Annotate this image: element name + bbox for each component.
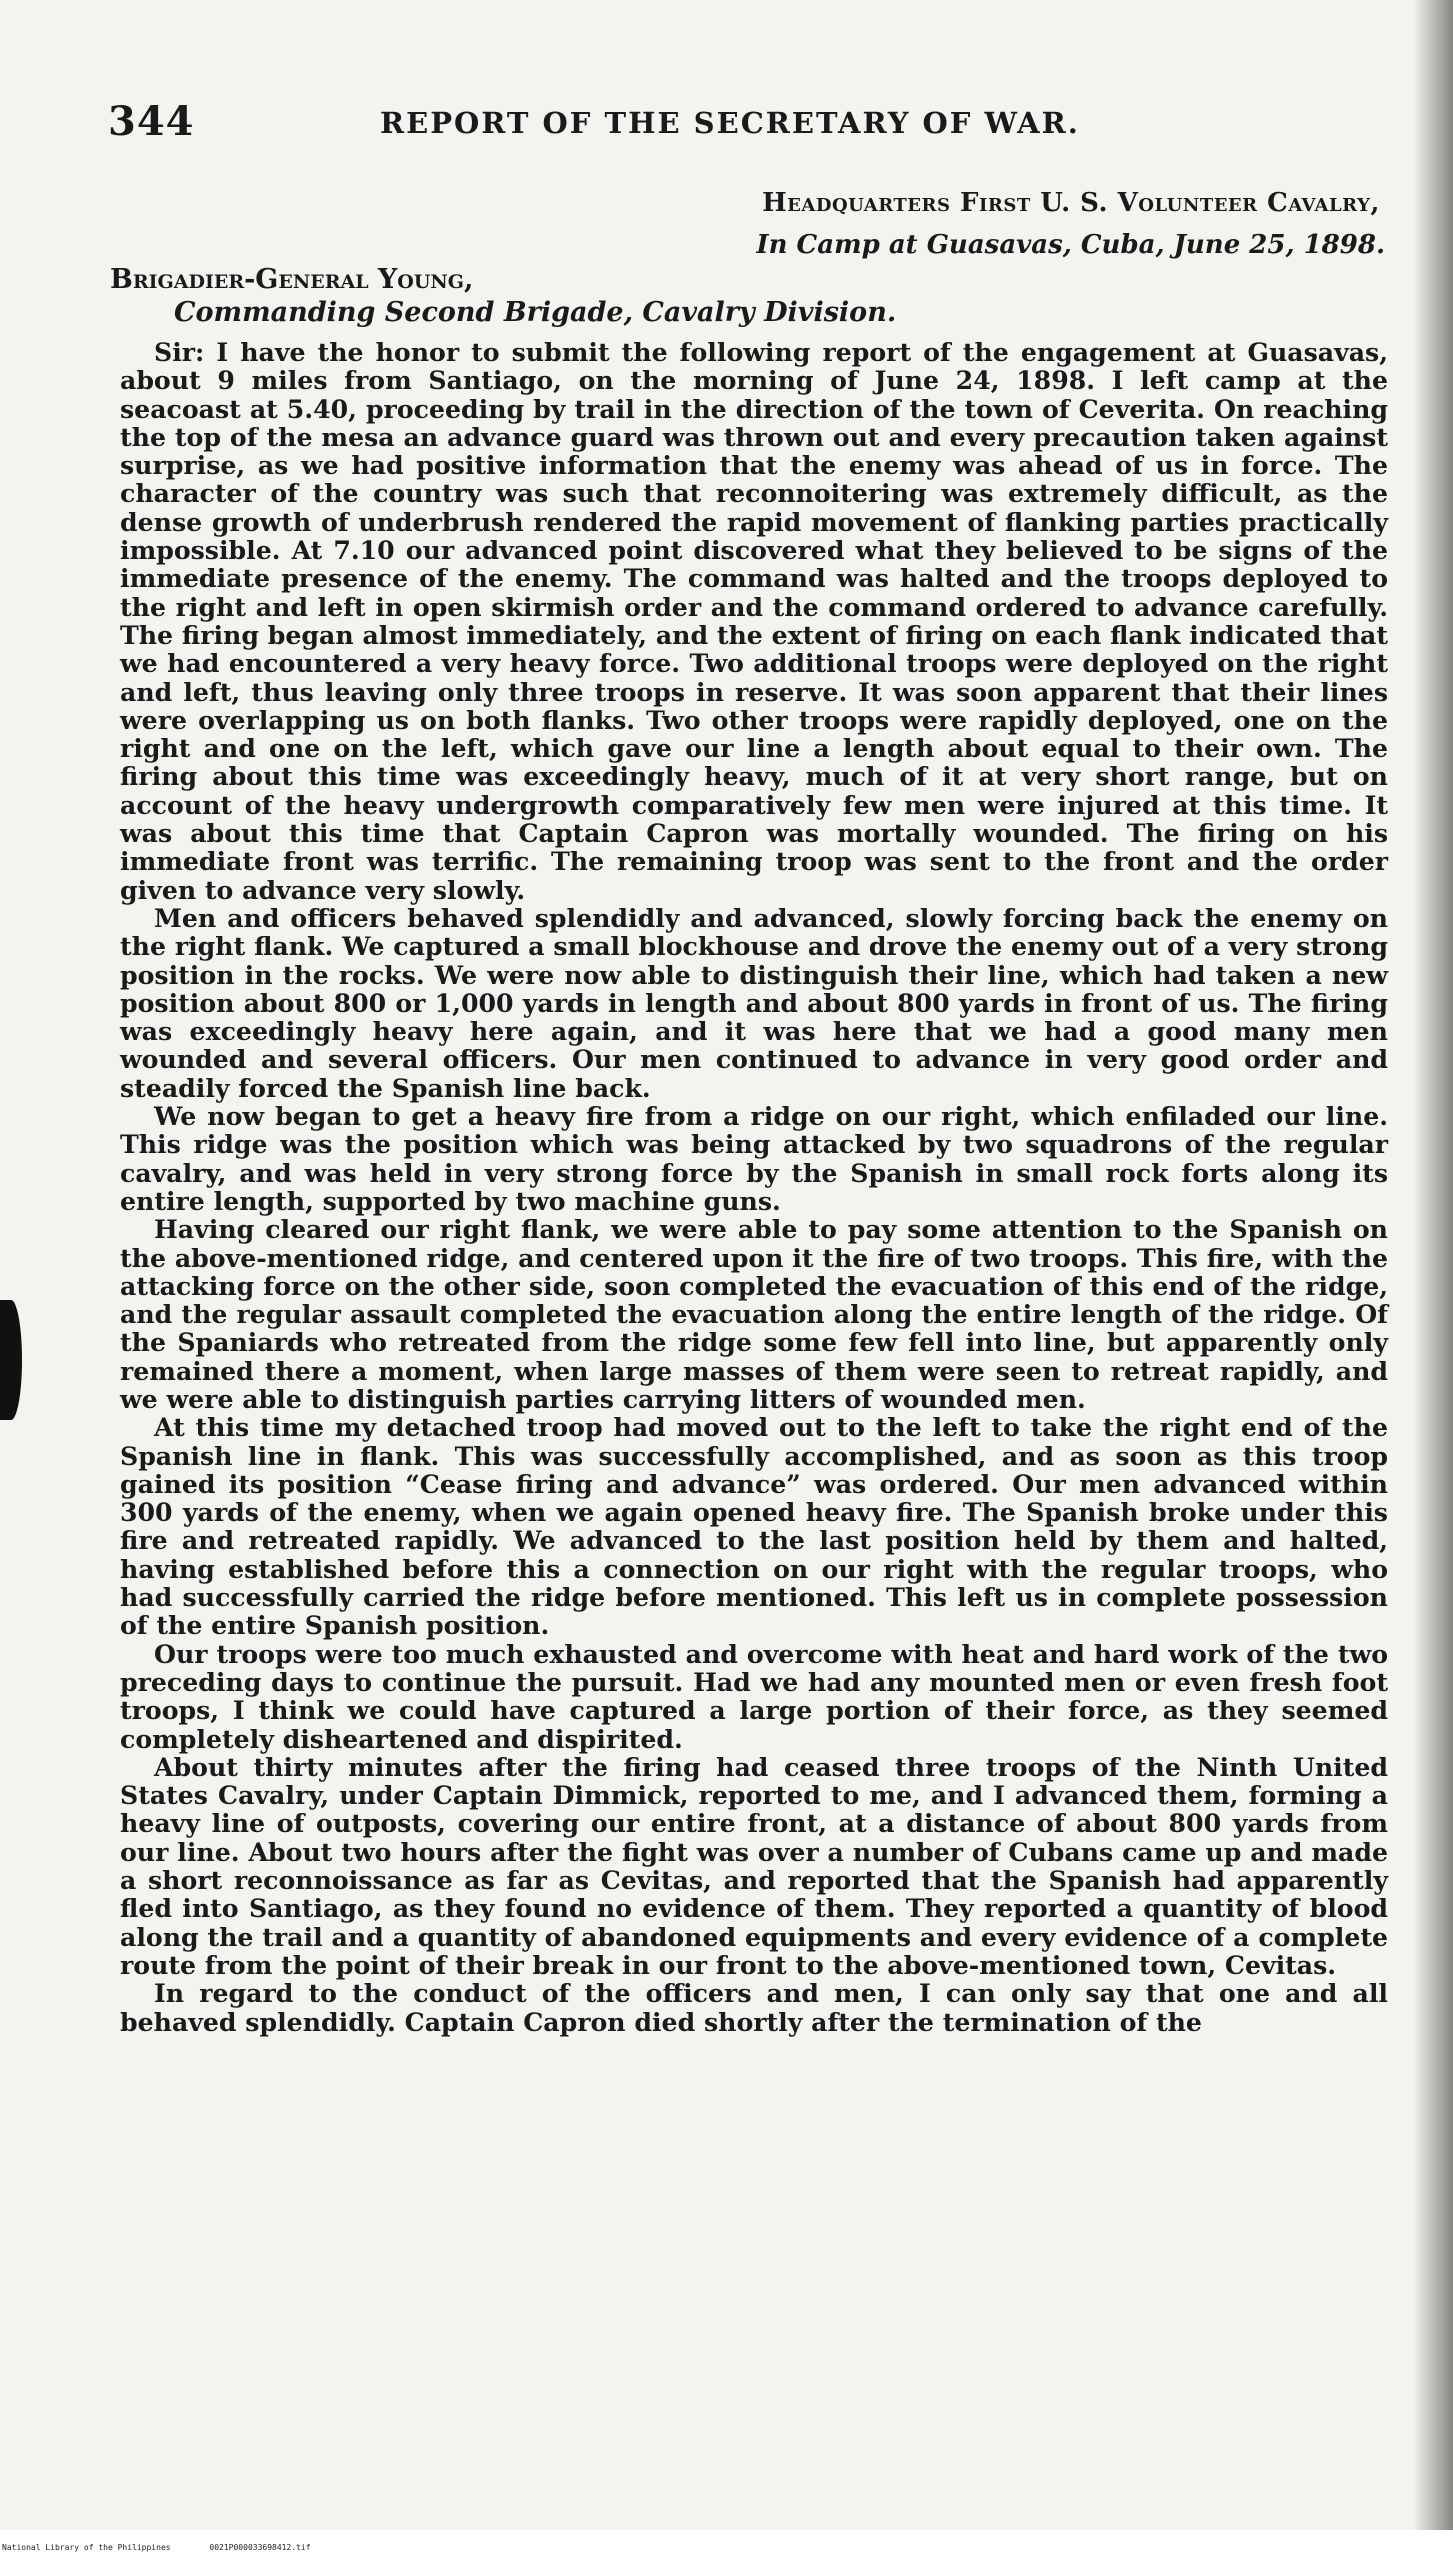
- footer-library: National Library of the Philippines: [2, 2543, 171, 2552]
- paragraph: In regard to the conduct of the officers and men, I can only say that one and all behaved splendidly. Captain Capron died shortly after the termination of the: [120, 1978, 1388, 2037]
- paragraph: Having cleared our right flank, we were able to pay some attention to the Spanish on the above-mentioned ridge, and centered upon it the fire of two troops. This fire, with the attacking force on the other side, soon completed the evacuation of this end of the ridge, and the regular assault completed the evacuation along the entire length of the ridge. Of the Spaniards who retreated from the ridge some few fell into line, but apparently only remained there a moment, when large masses of them were seen to retreat rapidly, and we were able to distinguish parties carrying litters of wounded men.: [120, 1214, 1388, 1414]
- addressee-command: Commanding Second Brigade, Cavalry Division.: [174, 297, 897, 328]
- page-edge-shadow: [1413, 0, 1453, 2558]
- running-head: REPORT OF THE SECRETARY OF WAR.: [380, 106, 1080, 140]
- letter-headquarters: Headquarters First U. S. Volunteer Cavalry,: [762, 188, 1380, 218]
- footer-file-id: 0021P000033698412.tif: [209, 2543, 311, 2552]
- letter-location-date: In Camp at Guasavas, Cuba, June 25, 1898.: [756, 230, 1385, 260]
- binding-mark: [0, 1300, 22, 1420]
- paragraph: About thirty minutes after the firing had ceased three troops of the Ninth United States Cavalry, under Captain Dimmick, reported to me, and I advanced them, forming a heavy line of outposts, covering our entire front, at a distance of about 800 yards from our line. About two hours after the fight was over a number of Cubans came up and made a short reconnoissance as far as Cevitas, and reported that the Spanish had apparently fled into Santiago, as they found no evidence of them. They reported a quantity of blood along the trail and a quantity of abandoned equipments and every evidence of a complete route from the point of their break in our front to the above-mentioned town, Cevitas.: [120, 1751, 1388, 1980]
- scan-footer-strip: [0, 2530, 1453, 2558]
- scan-footer: [2, 2543, 345, 2552]
- paragraph: At this time my detached troop had moved out to the left to take the right end of the Spanish line in flank. This was successfully accomplished, and as soon as this troop gained its position “Cease firing and advance” was ordered. Our men advanced within 300 yards of the enemy, when we again opened heavy fire. The Spanish broke under this fire and retreated rapidly. We advanced to the last position held by them and halted, having established before this a connection on our right with the regular troops, who had successfully carried the ridge before mentioned. This left us in complete possession of the entire Spanish position.: [120, 1412, 1388, 1641]
- addressee-name-text: Brigadier-General Young,: [110, 264, 474, 295]
- page-header: [108, 98, 1388, 148]
- page-number: 344: [108, 98, 195, 145]
- paragraph: Sir: I have the honor to submit the following report of the engagement at Guasavas, about 9 miles from Santiago, on the morning of June 24, 1898. I left camp at the seacoast at 5.40, proceeding by trail in the direction of the town of Ceverita. On reaching the top of the mesa an advance guard was thrown out and every precaution taken against surprise, as we had positive information that the enemy was ahead of us in force. The character of the country was such that reconnoitering was extremely difficult, as the dense growth of underbrush rendered the rapid movement of flanking parties practically impossible. At 7.10 our advanced point discovered what they believed to be signs of the immediate presence of the enemy. The command was halted and the troops deployed to the right and left in open skirmish order and the command ordered to advance carefully. The firing began almost immediately, and the extent of firing on each flank indicated that we had encountered a very heavy force. Two additional troops were deployed on the right and left, thus leaving only three troops in reserve. It was soon apparent that their lines were overlapping us on both flanks. Two other troops were rapidly deployed, one on the right and one on the left, which gave our line a length about equal to their own. The firing about this time was exceedingly heavy, much of it at very short range, but on account of the heavy undergrowth comparatively few men were injured at this time. It was about this time that Captain Capron was mortally wounded. The firing on his immediate front was terrific. The remaining troop was sent to the front and the order given to advance very slowly.: [120, 337, 1388, 905]
- paragraph: Men and officers behaved splendidly and advanced, slowly forcing back the enemy on the right flank. We captured a small blockhouse and drove the enemy out of a very strong position in the rocks. We were now able to distinguish their line, which had taken a new position about 800 or 1,000 yards in length and about 800 yards in front of us. The firing was exceedingly heavy here again, and it was here that we had a good many men wounded and several officers. Our men continued to advance in very good order and steadily forced the Spanish line back.: [120, 902, 1388, 1103]
- paragraph: We now began to get a heavy fire from a ridge on our right, which enfiladed our line. This ridge was the position which was being attacked by two squadrons of the regular cavalry, and was held in very strong force by the Spanish in small rock forts along its entire length, supported by two machine guns.: [120, 1101, 1388, 1216]
- paragraph: Our troops were too much exhausted and overcome with heat and hard work of the two preceding days to continue the pursuit. Had we had any mounted men or even fresh foot troops, I think we could have captured a large portion of their force, as they seemed completely disheartened and dispirited.: [120, 1638, 1388, 1754]
- addressee-name: [110, 264, 473, 295]
- letter-body: [120, 338, 1388, 2036]
